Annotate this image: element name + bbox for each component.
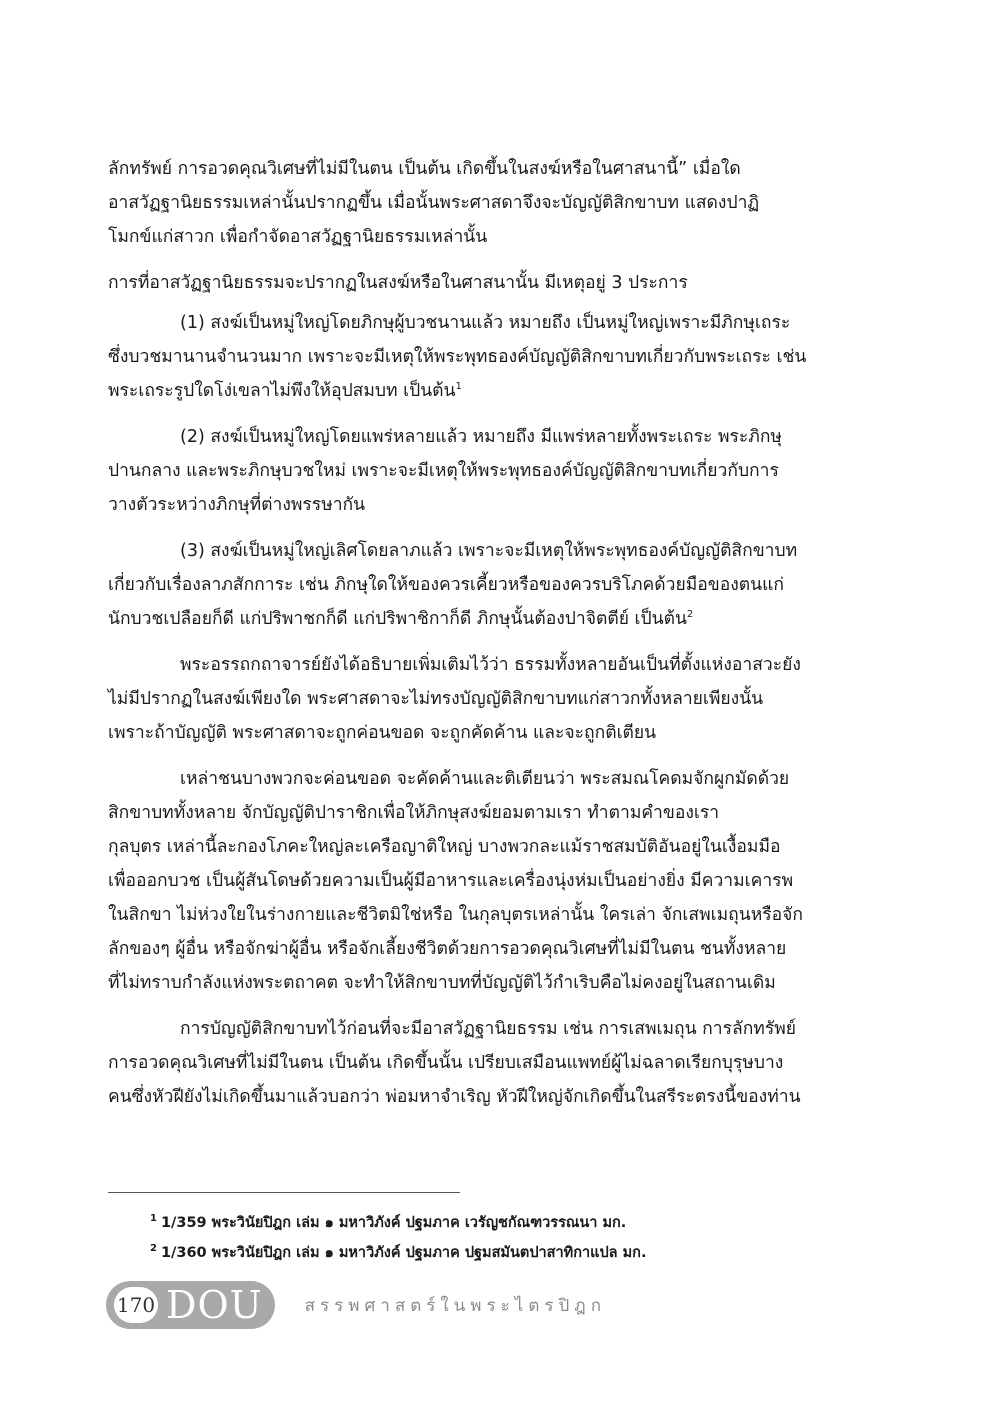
paragraph-7 <box>108 762 884 1000</box>
text-line: วางตัวระหว่างภิกษุที่ต่างพรรษากัน <box>108 495 366 515</box>
text-line: ลักของๆ ผู้อื่น หรือจักฆ่าผู้อื่น หรือจักเลี้ยงชีวิตด้วยการอวดคุณวิเศษที่ไม่มีในตน ชนทั้งหลาย <box>108 939 787 959</box>
text-line: การบัญญัติสิกขาบทไว้ก่อนที่จะมีอาสวัฏฐานิยธรรม เช่น การเสพเมถุน การลักทรัพย์ <box>180 1019 797 1039</box>
footnotes <box>150 1208 890 1268</box>
footnote-text: 1/359 พระวินัยปิฎก เล่ม ๑ มหาวิภังค์ ปฐมภาค เวรัญชกัณฑวรรณนา มก. <box>160 1215 627 1231</box>
publisher-logo: DOU <box>166 1283 263 1327</box>
text-line <box>108 374 884 408</box>
text-line: การที่อาสวัฏฐานิยธรรมจะปรากฏในสงฆ์หรือในศาสนานั้น มีเหตุอยู่ 3 ประการ <box>108 273 688 293</box>
text-line: พระอรรถกถาจารย์ยังได้อธิบายเพิ่มเติมไว้ว่า ธรรมทั้งหลายอันเป็นที่ตั้งแห่งอาสวะยัง <box>180 655 801 675</box>
text-line: เพราะถ้าบัญญัติ พระศาสดาจะถูกค่อนขอด จะถูกคัดค้าน และจะถูกติเตียน <box>108 723 657 743</box>
text-line: เพื่อออกบวช เป็นผู้สันโดษด้วยความเป็นผู้มีอาหารและเครื่องนุ่งห่มเป็นอย่างยิ่ง มีความเคารพ <box>108 871 794 891</box>
text-line: ไม่มีปรากฏในสงฆ์เพียงใด พระศาสดาจะไม่ทรงบัญญัติสิกขาบทแก่สาวกทั้งหลายเพียงนั้น <box>108 689 764 709</box>
book-title: สรรพศาสตร์ในพระไตรปิฎก <box>304 1295 606 1316</box>
text-line: กุลบุตร เหล่านี้ละกองโภคะใหญ่ละเครือญาติใหญ่ บางพวกละแม้ราชสมบัติอันอยู่ในเงื้อมมือ <box>108 837 781 857</box>
text-line: (3) สงฆ์เป็นหมู่ใหญ่เลิศโดยลาภแล้ว เพราะจะมีเหตุให้พระพุทธองค์บัญญัติสิกขาบท <box>180 541 798 561</box>
text-line: เกี่ยวกับเรื่องลาภสักการะ เช่น ภิกษุใดให้ของควรเคี้ยวหรือของควรบริโภคด้วยมือของตนแก่ <box>108 575 784 595</box>
paragraph-3 <box>108 306 884 408</box>
footnote-2 <box>150 1238 890 1268</box>
text-line: ซึ่งบวชมานานจำนวนมาก เพราะจะมีเหตุให้พระพุทธองค์บัญญัติสิกขาบทเกี่ยวกับพระเถระ เช่น <box>108 347 807 367</box>
paragraph-4 <box>108 420 884 522</box>
text-line: อาสวัฏฐานิยธรรมเหล่านั้นปรากฏขึ้น เมื่อนั้นพระศาสดาจึงจะบัญญัติสิกขาบท แสดงปาฏิ <box>108 193 760 213</box>
footnote-text: 1/360 พระวินัยปิฎก เล่ม ๑ มหาวิภังค์ ปฐมภาค ปฐมสมันตปาสาทิกาแปล มก. <box>160 1245 647 1261</box>
footnote-mark: 2 <box>150 1243 157 1255</box>
page-number: 170 <box>114 1287 158 1323</box>
text-fragment: พระเถระรูปใดโง่เขลาไม่พึงให้อุปสมบท เป็นต้น <box>108 381 456 401</box>
text-fragment: นักบวชเปลือยก็ดี แก่ปริพาชกก็ดี แก่ปริพาชิกาก็ดี ภิกษุนั้นต้องปาจิตตีย์ เป็นต้น <box>108 609 687 629</box>
footer-badge <box>106 1281 275 1329</box>
footnote-mark: 1 <box>150 1213 157 1225</box>
footnote-ref-2[interactable]: 2 <box>686 609 694 621</box>
text-line: (2) สงฆ์เป็นหมู่ใหญ่โดยแพร่หลายแล้ว หมายถึง มีแพร่หลายทั้งพระเถระ พระภิกษุ <box>180 427 782 447</box>
paragraph-5 <box>108 534 884 636</box>
footnote-ref-1[interactable]: 1 <box>455 381 462 393</box>
paragraph-2 <box>108 266 884 300</box>
text-line: คนซึ่งหัวฝียังไม่เกิดขึ้นมาแล้วบอกว่า พ่อมหาจำเริญ หัวฝีใหญ่จักเกิดขึ้นในสรีระตรงนี้ของท่าน <box>108 1087 801 1107</box>
main-content <box>108 152 884 1126</box>
footnote-divider <box>108 1192 460 1193</box>
text-line: ในสิกขา ไม่ห่วงใยในร่างกายและชีวิตมิใช่หรือ ในกุลบุตรเหล่านั้น ใครเล่า จักเสพเมถุนหรือจัก <box>108 905 803 925</box>
paragraph-1 <box>108 152 884 254</box>
text-line: ที่ไม่ทราบกำลังแห่งพระตถาคต จะทำให้สิกขาบทที่บัญญัติไว้กำเริบคือไม่คงอยู่ในสถานเดิม <box>108 973 776 993</box>
text-line: สิกขาบททั้งหลาย จักบัญญัติปาราชิกเพื่อให้ภิกษุสงฆ์ยอมตามเรา ทำตามคำของเรา <box>108 803 720 823</box>
text-line: (1) สงฆ์เป็นหมู่ใหญ่โดยภิกษุผู้บวชนานแล้ว หมายถึง เป็นหมู่ใหญ่เพราะมีภิกษุเถระ <box>180 313 791 333</box>
text-line: ลักทรัพย์ การอวดคุณวิเศษที่ไม่มีในตน เป็นต้น เกิดขึ้นในสงฆ์หรือในศาสนานี้” เมื่อใด <box>108 159 741 179</box>
text-line: เหล่าชนบางพวกจะค่อนขอด จะคัดค้านและติเตียนว่า พระสมณโคดมจักผูกมัดด้วย <box>180 769 790 789</box>
text-line: ปานกลาง และพระภิกษุบวชใหม่ เพราะจะมีเหตุให้พระพุทธองค์บัญญัติสิกขาบทเกี่ยวกับการ <box>108 461 779 481</box>
text-line: การอวดคุณวิเศษที่ไม่มีในตน เป็นต้น เกิดขึ้นนั้น เปรียบเสมือนแพทย์ผู้ไม่ฉลาดเรียกบุรุษบาง <box>108 1053 784 1073</box>
paragraph-8 <box>108 1012 884 1114</box>
page-footer <box>106 1281 606 1329</box>
footnote-1 <box>150 1208 890 1238</box>
paragraph-6 <box>108 648 884 750</box>
text-line: โมกข์แก่สาวก เพื่อกำจัดอาสวัฏฐานิยธรรมเหล่านั้น <box>108 227 488 247</box>
text-line <box>108 602 884 636</box>
